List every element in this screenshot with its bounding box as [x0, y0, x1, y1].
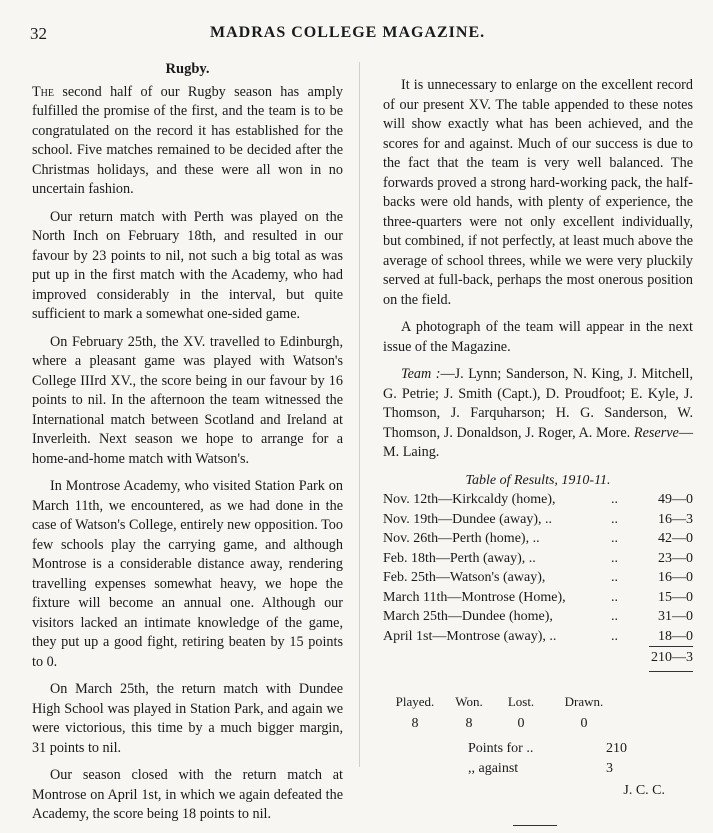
result-score: 15—0 — [658, 589, 693, 605]
running-head: MADRAS COLLEGE MAGAZINE. — [210, 24, 486, 41]
summary-header-won: Won. — [455, 694, 483, 709]
result-row: Nov. 19th—Dundee (away), .. .. 16—3 — [383, 510, 693, 530]
paragraph-1-lead: The — [32, 83, 54, 100]
paragraph-8: A photograph of the team will appear in the next issue of the Magazine. — [383, 319, 693, 355]
summary-values — [386, 714, 693, 734]
article-heading: Rugby. — [165, 61, 210, 77]
paragraph-7: It is unnecessary to enlarge on the excellent record of our present XV. The table appended to these notes will show exactly what has been achieved, and the scores for and against. Much of our success is due to the fact that the team is very well balanced. The forwards proved a strong hard-working pack, the half-backs were old hands, with plenty of experience, the three-quarters were not only excellent individually, but combined, if not perfectly, at least much above the average of school threes, while we were very pluckily served at full-back, perhaps the most onerous position on the field. — [383, 77, 693, 308]
summary-value-won: 8 — [465, 715, 473, 731]
summary-header-lost: Lost. — [507, 694, 535, 709]
points-for-line — [468, 739, 693, 759]
paragraph-3: On February 25th, the XV. travelled to Edinburgh, where a pleasant game was played with Watson's College IIIrd XV., the score being in our favour by 16 points to nil. In the afternoon the team witnessed the International match between Scotland and Ireland at Inverleith. Next season we hope to arrange for a home-and-home match with Watson's. — [32, 333, 343, 467]
result-fixture: Feb. 18th—Perth (away), .. — [383, 550, 536, 566]
summary-value-lost: 0 — [517, 715, 525, 731]
result-score: 49—0 — [658, 492, 693, 507]
result-fixture: Feb. 25th—Watson's (away), — [383, 570, 546, 585]
result-fixture: Nov. 19th—Dundee (away), .. — [383, 511, 552, 527]
page-number: 32 — [30, 24, 47, 43]
reserve-names: —M. Laing. — [383, 424, 693, 460]
points-against-line — [468, 759, 693, 779]
reserve-label: Reserve — [633, 424, 679, 441]
result-fixture: March 11th—Montrose (Home), — [383, 589, 566, 605]
result-fixture: Nov. 26th—Perth (home), .. — [383, 531, 540, 546]
right-column — [383, 76, 693, 826]
result-row: Nov. 12th—Kirkcaldy (home), .. 49—0 — [383, 490, 693, 510]
result-row: Feb. 18th—Perth (away), .. .. 23—0 — [383, 549, 693, 569]
result-row: Nov. 26th—Perth (home), .. .. 42—0 — [383, 529, 693, 549]
team-label: Team : — [401, 366, 441, 382]
result-fixture: March 25th—Dundee (home), — [383, 609, 553, 624]
author-signature: J. C. C. — [623, 783, 665, 798]
paragraph-2: Our return match with Perth was played on the North Inch on February 18th, and resulted in our favour by 23 points to nil, not such a big total as was put up in the first match with the Academy, who had improved considerably in the interval, but quite sufficient to mark a somewhat one-sided game. — [32, 208, 343, 322]
result-row: Feb. 25th—Watson's (away), .. 16—0 — [383, 568, 693, 588]
team-list — [383, 365, 693, 463]
points-for-label: Points for .. — [468, 741, 534, 756]
result-row: March 25th—Dundee (home), .. 31—0 — [383, 607, 693, 627]
result-score: 18—0 — [658, 628, 693, 644]
result-fixture: Nov. 12th—Kirkcaldy (home), — [383, 492, 556, 507]
result-fixture: April 1st—Montrose (away), .. — [383, 628, 557, 644]
column-divider — [359, 62, 360, 767]
summary-header-played: Played. — [395, 694, 435, 709]
summary-header-drawn: Drawn. — [564, 694, 604, 709]
summary-value-played: 8 — [411, 715, 419, 731]
closing-rule — [513, 825, 557, 826]
paragraph-6: Our season closed with the return match at Montrose on April 1st, in which we again defeated the Academy, the score being 18 points to nil. — [32, 767, 343, 822]
result-score: 31—0 — [658, 609, 693, 624]
result-row: March 11th—Montrose (Home), .. 15—0 — [383, 588, 693, 608]
results-title: Table of Results, 1910-11. — [465, 472, 611, 488]
paragraph-1 — [32, 83, 343, 200]
result-row: April 1st—Montrose (away), .. .. 18—0 — [383, 627, 693, 647]
result-score: 16—3 — [658, 511, 693, 527]
team-names: —J. Lynn; Sanderson, N. King, J. Mitchell, G. Petrie; J. Smith (Capt.), D. Proudfoot; E. Kyle, J. Thomson, J. Farquharson; H. G. Sanderson, W. Thomson, J. Donaldson, J. Roger, A. More. — [383, 366, 693, 441]
summary-value-drawn: 0 — [580, 715, 588, 731]
result-score: 16—0 — [658, 570, 693, 585]
points-against-value: 3 — [606, 761, 613, 776]
paragraph-4: In Montrose Academy, who visited Station Park on March 11th, we encountered, as we had done in the case of Watson's College, entirely new opposition. Too few schools play the carrying game, and although Montrose is a considerable distance away, rendering travelling expenses somewhat heavy, we hope the fixture will become an annual one. Although our visitors lacked an intimate knowledge of the game, they put up a good fight, retiring beaten by 15 points to 0. — [32, 478, 343, 670]
results-total: 210—3 — [383, 646, 693, 667]
points-against-label: ,, against — [468, 761, 519, 776]
paragraph-1-body: second half of our Rugby season has amply fulfilled the promise of the first, and the team is to be congratulated on the record it has established for the school. Five matches remained to be decided after the Christmas holidays, and these were all won in no uncertain fashion. — [32, 83, 343, 197]
season-summary — [386, 692, 693, 733]
points-for-value: 210 — [606, 741, 627, 756]
result-score: 23—0 — [658, 550, 693, 566]
left-column — [32, 60, 343, 833]
result-score: 42—0 — [658, 531, 693, 546]
summary-headers — [386, 692, 693, 712]
paragraph-5: On March 25th, the return match with Dundee High School was played in Station Park, and again we were victorious, this time by a much bigger margin, 31 points to nil. — [32, 681, 343, 756]
results-table — [383, 490, 693, 646]
total-underline — [649, 671, 693, 672]
